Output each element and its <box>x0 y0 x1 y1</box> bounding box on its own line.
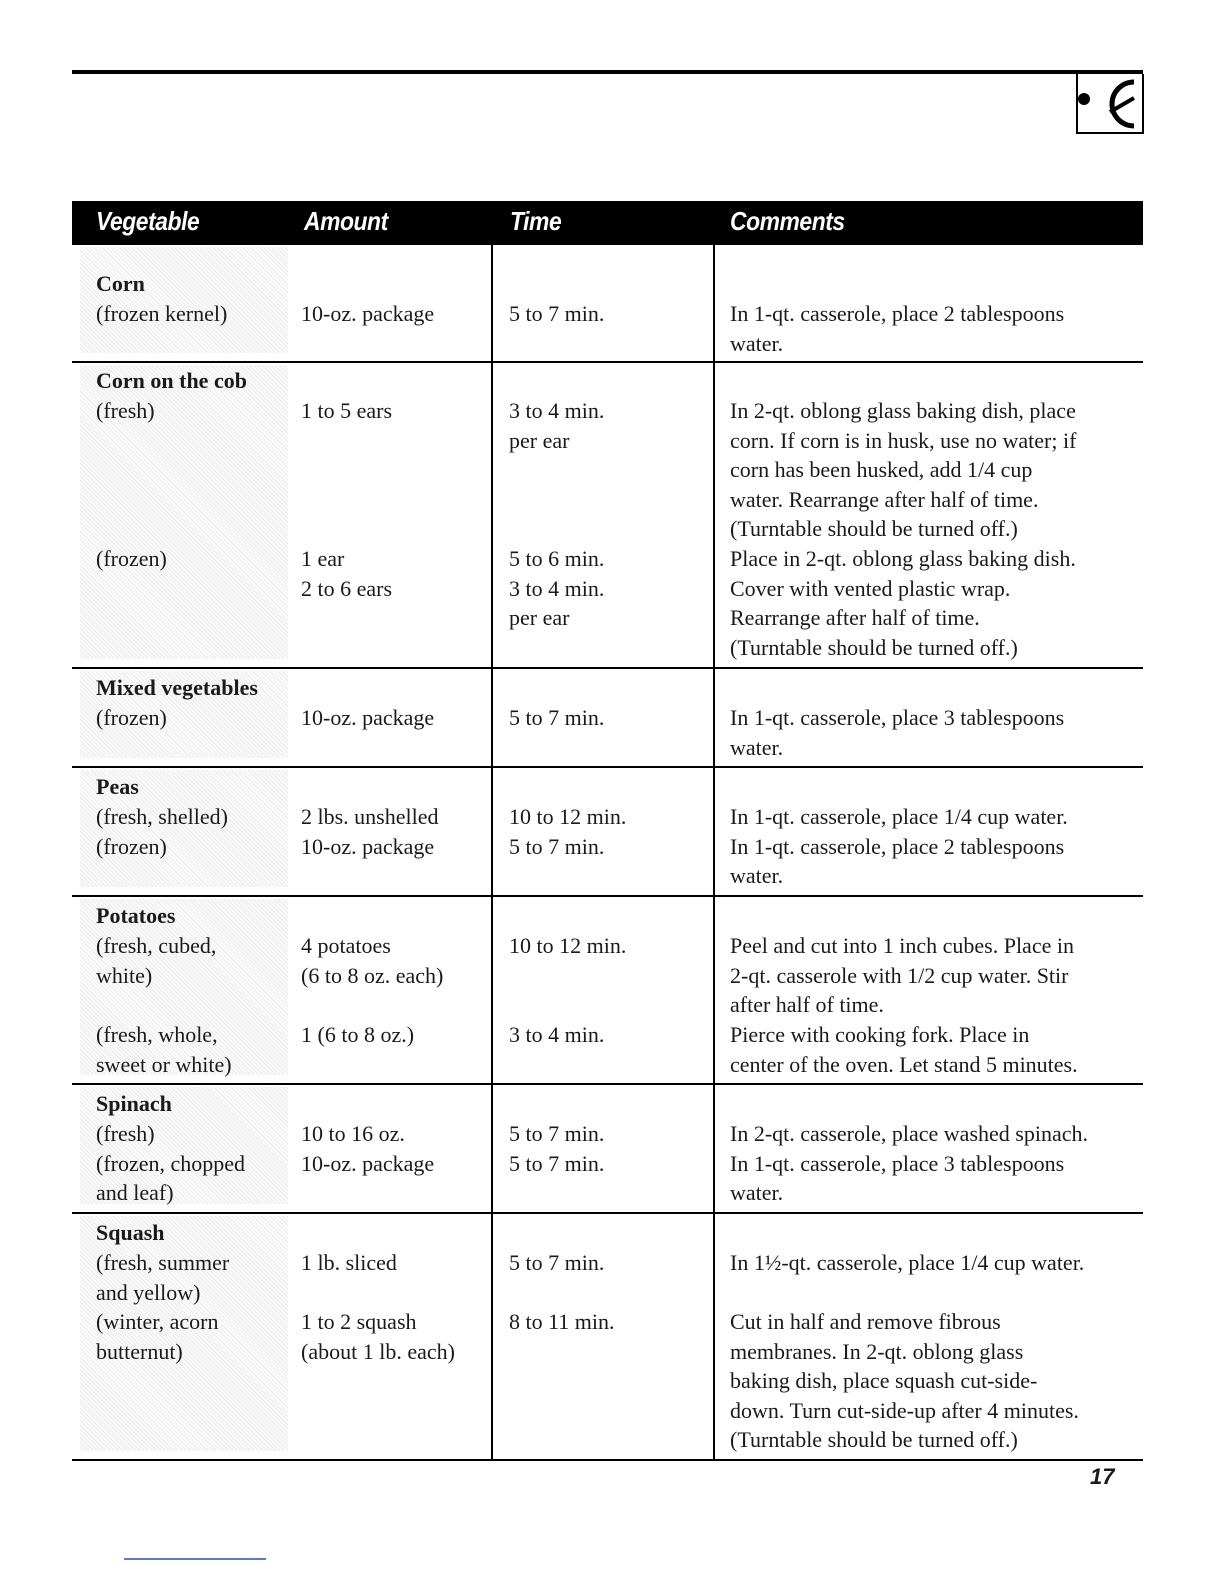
column-header-time: Time <box>510 206 562 236</box>
time-cell: 5 to 7 min. <box>509 301 605 326</box>
amount-cell: 1 lb. sliced <box>301 1250 397 1275</box>
table-row-group <box>72 1085 1143 1214</box>
group-title: Corn on the cob <box>96 368 247 393</box>
time-cell: 8 to 11 min. <box>509 1309 615 1334</box>
vegetable-cell: (fresh, shelled) (frozen) <box>96 804 228 859</box>
table-row-group <box>72 897 1143 1085</box>
amount-cell: 10-oz. package <box>301 301 435 326</box>
group-title: Peas <box>96 774 139 799</box>
vegetable-cell: (frozen) <box>96 705 167 730</box>
comments-cell: In 1½-qt. casserole, place 1/4 cup water. <box>730 1250 1085 1275</box>
time-cell: 5 to 7 min. <box>509 1250 605 1275</box>
amount-cell: 1 to 5 ears <box>301 398 393 423</box>
amount-cell: 1 to 2 squash (about 1 lb. each) <box>301 1309 455 1364</box>
comments-cell: Cut in half and remove fibrous membranes. In 2-qt. oblong glass baking dish, place squash cut-side- down. Turn cut-side-up after 4 minutes. (Turntable should be turned off.) <box>730 1309 1079 1453</box>
comments-cell: Pierce with cooking fork. Place in center of the oven. Let stand 5 minutes. <box>730 1022 1078 1077</box>
page-number: 17 <box>1090 1464 1115 1489</box>
amount-cell: 1 (6 to 8 oz.) <box>301 1022 415 1047</box>
time-cell: 5 to 7 min. 5 to 7 min. <box>509 1121 605 1176</box>
table-row-group <box>72 768 1143 897</box>
time-cell: 10 to 12 min. <box>509 933 627 958</box>
vegetable-cell: (fresh, cubed, white) <box>96 933 217 988</box>
table-row-group <box>72 363 1143 669</box>
column-header-comments: Comments <box>730 206 845 236</box>
group-title: Potatoes <box>96 903 176 928</box>
vegetable-cooking-table <box>72 201 1143 1461</box>
amount-cell: 2 lbs. unshelled 10-oz. package <box>301 804 439 859</box>
vegetable-cell: (fresh, summer and yellow) <box>96 1250 230 1305</box>
group-title: Mixed vegetables <box>96 675 258 700</box>
comments-cell: In 1-qt. casserole, place 3 tablespoons water. <box>730 705 1065 760</box>
group-title: Squash <box>96 1220 165 1245</box>
amount-cell: 10 to 16 oz. 10-oz. package <box>301 1121 435 1176</box>
amount-cell: 1 ear 2 to 6 ears <box>301 546 393 601</box>
table-row-group <box>72 669 1143 768</box>
vegetable-cell: (winter, acorn butternut) <box>96 1309 219 1364</box>
vegetable-cell: (fresh, whole, sweet or white) <box>96 1022 232 1077</box>
vegetable-cell: (fresh) <box>96 398 155 423</box>
time-cell: 5 to 6 min. 3 to 4 min. per ear <box>509 546 605 631</box>
comments-cell: Place in 2-qt. oblong glass baking dish. Cover with vented plastic wrap. Rearrange after half of time. (Turntable should be turned off.) <box>730 546 1076 660</box>
comments-cell: In 1-qt. casserole, place 2 tablespoons water. <box>730 301 1065 356</box>
column-header-amount: Amount <box>304 206 388 236</box>
vegetable-cell: (frozen kernel) <box>96 301 228 326</box>
oven-dial-icon <box>1076 74 1142 134</box>
column-header-vegetable: Vegetable <box>96 206 200 236</box>
group-title: Spinach <box>96 1091 172 1116</box>
comments-cell: In 2-qt. oblong glass baking dish, place corn. If corn is in husk, use no water; if corn has been husked, add 1/4 cup water. Rearrange after half of time. (Turntable should be turned off.) <box>730 398 1077 542</box>
time-cell: 5 to 7 min. <box>509 705 605 730</box>
comments-cell: Peel and cut into 1 inch cubes. Place in 2-qt. casserole with 1/2 cup water. Stir after half of time. <box>730 933 1074 1018</box>
amount-cell: 10-oz. package <box>301 705 435 730</box>
table-row-group <box>72 245 1143 363</box>
group-title: Corn <box>96 271 145 296</box>
time-cell: 10 to 12 min. 5 to 7 min. <box>509 804 627 859</box>
time-cell: 3 to 4 min. per ear <box>509 398 605 453</box>
table-header <box>72 201 1143 245</box>
vegetable-cell: (fresh) (frozen, chopped and leaf) <box>96 1121 246 1206</box>
table-row-group <box>72 1214 1143 1461</box>
footer-line <box>124 1558 266 1560</box>
top-rule <box>72 70 1143 74</box>
comments-cell: In 2-qt. casserole, place washed spinach. In 1-qt. casserole, place 3 tablespoons water. <box>730 1121 1088 1206</box>
vegetable-cell: (frozen) <box>96 546 167 571</box>
comments-cell: In 1-qt. casserole, place 1/4 cup water. In 1-qt. casserole, place 2 tablespoons water. <box>730 804 1068 889</box>
time-cell: 3 to 4 min. <box>509 1022 605 1047</box>
amount-cell: 4 potatoes (6 to 8 oz. each) <box>301 933 444 988</box>
